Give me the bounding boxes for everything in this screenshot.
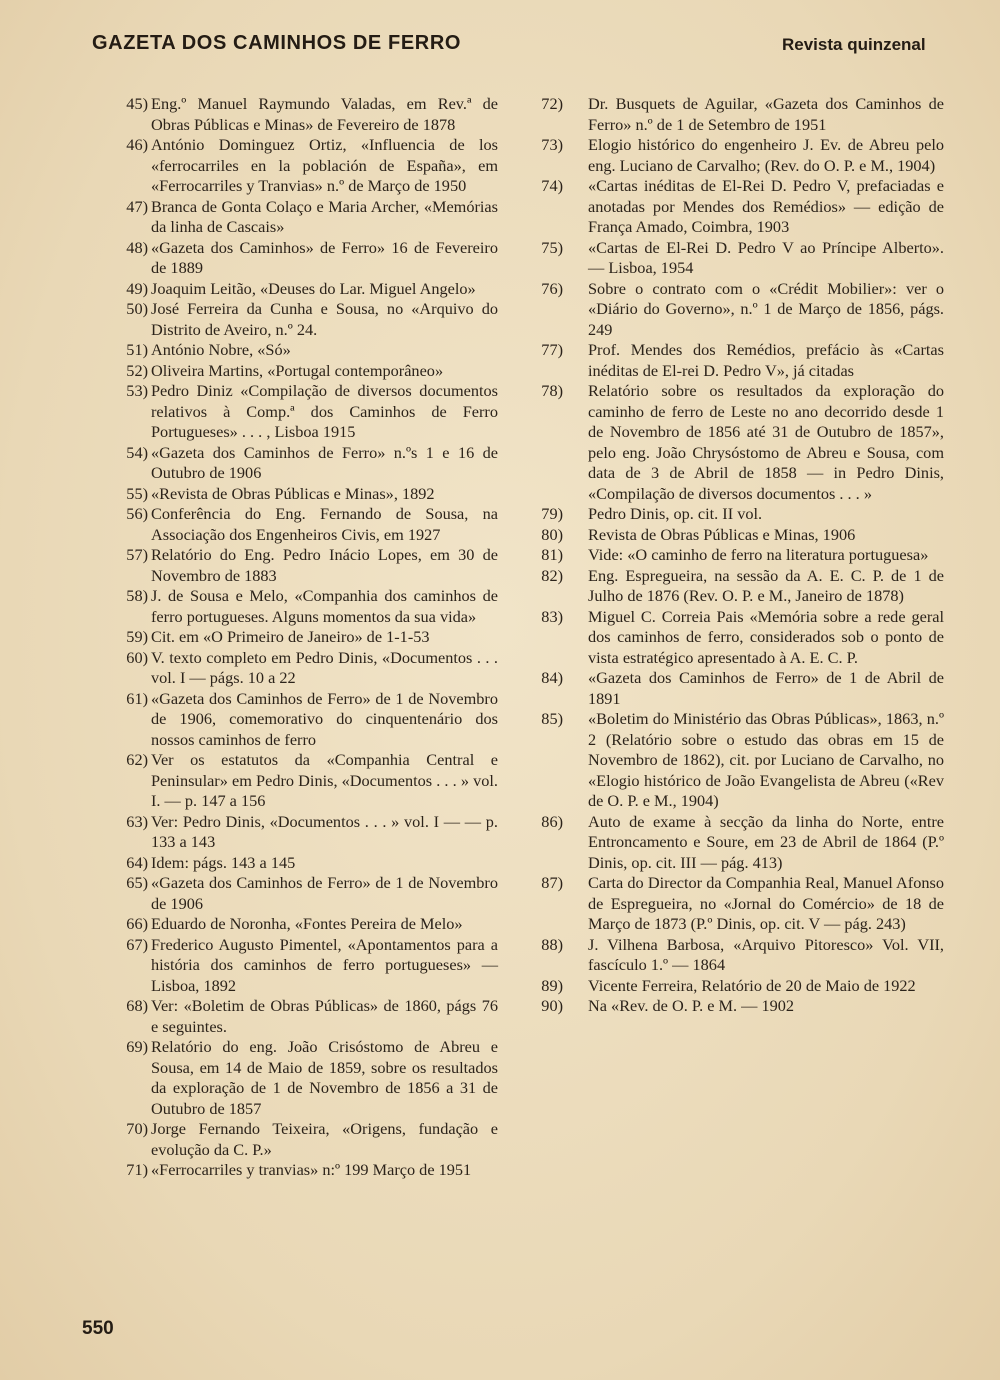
note-text: Dr. Busquets de Aguilar, «Gazeta dos Caminhos de Ferro» n.º de 1 de Setembro de 1951	[588, 94, 944, 134]
note-number: 54)	[126, 442, 148, 462]
note-text: Ver: «Boletim de Obras Públicas» de 1860, págs 76 e seguintes.	[151, 996, 498, 1036]
note-entry	[90, 197, 498, 238]
note-number: 74)	[541, 176, 563, 195]
note-text: Relatório sobre os resultados da exploração do caminho de ferro de Leste no ano decorrido desde 1 de Novembro de 1856 até 31 de Outubro de 1857», pelo eng. João Chrysóstomo de Abreu e Sousa, com data de 3 de Abril de 1858 — in Pedro Dinis, «Compilação de diversos documentos . . . »	[588, 381, 944, 503]
note-text: Eng.º Manuel Raymundo Valadas, em Rev.ª de Obras Públicas e Minas» de Fevereiro de 1878	[151, 94, 498, 134]
note-number: 82)	[541, 565, 563, 585]
note-number: 52)	[126, 360, 148, 380]
note-entry	[526, 176, 944, 238]
note-text: Conferência do Eng. Fernando de Sousa, na Associação dos Engenheiros Civis, em 1927	[151, 504, 498, 544]
note-text: «Gazeta dos Caminhos» de Ferro» 16 de Fevereiro de 1889	[151, 237, 498, 277]
note-entry	[90, 586, 498, 627]
note-entry	[526, 340, 944, 381]
note-entry	[90, 381, 498, 443]
note-text: Auto de exame à secção da linha do Norte, entre Entroncamento e Soure, em 23 de Abril de 1864 (P.º Dinis, op. cit. III — pág. 413)	[588, 811, 944, 872]
note-number: 80)	[541, 524, 563, 544]
note-text: Revista de Obras Públicas e Minas, 1906	[588, 524, 856, 544]
note-number: 47)	[126, 196, 148, 216]
note-entry	[90, 935, 498, 997]
note-number: 85)	[541, 709, 563, 728]
running-header-title: GAZETA DOS CAMINHOS DE FERRO	[92, 32, 462, 54]
note-number: 64)	[126, 852, 148, 872]
note-entry	[526, 238, 944, 279]
note-text: Ver os estatutos da «Companhia Central e Peninsular» em Pedro Dinis, «Documentos . . . » vol. I. — p. 147 a 156	[151, 750, 498, 810]
right-column-notes	[526, 94, 944, 1017]
note-text: «Gazeta dos Caminhos de Ferro» de 1 de Novembro de 1906	[151, 873, 498, 913]
note-number: 45)	[126, 94, 148, 113]
note-entry	[90, 135, 498, 197]
note-entry	[90, 484, 498, 505]
page-number: 550	[82, 1318, 114, 1339]
note-text: Pedro Diniz «Compilação de diversos documentos relativos à Comp.ª dos Caminhos de Ferro Portugueses» . . . , Lisboa 1915	[151, 381, 498, 441]
note-number: 90)	[541, 996, 563, 1015]
note-text: «Cartas inéditas de El-Rei D. Pedro V, prefaciadas e anotadas por Mendes dos Remédios» — edição de França Amado, Coimbra, 1903	[588, 176, 944, 236]
note-text: Pedro Dinis, op. cit. II vol.	[588, 504, 763, 523]
note-number: 67)	[126, 934, 148, 954]
note-entry	[526, 504, 944, 525]
left-column-notes	[90, 94, 498, 1181]
note-entry	[526, 381, 944, 504]
note-number: 57)	[126, 545, 148, 564]
note-number: 58)	[126, 586, 148, 605]
note-number: 53)	[126, 381, 148, 400]
note-text: Elogio histórico do engenheiro J. Ev. de Abreu pelo eng. Luciano de Carvalho; (Rev. do O. P. e M., 1904)	[588, 135, 944, 175]
note-entry	[90, 340, 498, 361]
note-text: António Dominguez Ortiz, «Influencia de los «ferrocarriles en la población de España», em «Ferrocarriles y Tranvias» n.º de Março de 1950	[151, 135, 498, 195]
note-text: Eng. Espregueira, na sessão da A. E. C. P. de 1 de Julho de 1876 (Rev. O. P. e M., Janeiro de 1878)	[588, 565, 944, 605]
note-entry	[90, 648, 498, 689]
note-text: Prof. Mendes dos Remédios, prefácio às «Cartas inéditas de El-rei D. Pedro V», já citadas	[588, 340, 944, 380]
note-entry	[90, 1037, 498, 1119]
note-number: 86)	[541, 811, 563, 831]
note-entry	[90, 504, 498, 545]
note-text: «Gazeta dos Caminhos de Ferro» de 1 de Abril de 1891	[588, 668, 944, 708]
note-text: Cit. em «O Primeiro de Janeiro» de 1-1-53	[151, 627, 430, 646]
note-entry	[526, 935, 944, 976]
note-number: 81)	[541, 545, 563, 564]
note-entry	[90, 361, 498, 382]
note-text: Frederico Augusto Pimentel, «Apontamentos para a história dos caminhos de ferro portugueses» — Lisboa, 1892	[151, 934, 498, 995]
note-number: 65)	[126, 873, 148, 892]
note-text: Jorge Fernando Teixeira, «Origens, fundação e evolução da C. P.»	[151, 1119, 498, 1159]
note-number: 55)	[126, 483, 148, 503]
note-text: Vicente Ferreira, Relatório de 20 de Maio de 1922	[588, 975, 916, 995]
note-number: 63)	[126, 811, 148, 831]
note-text: J. de Sousa e Melo, «Companhia dos caminhos de ferro portugueses. Alguns momentos da sua vida»	[151, 586, 498, 626]
note-entry	[526, 135, 944, 176]
note-entry	[526, 94, 944, 135]
note-number: 59)	[126, 627, 148, 646]
note-entry	[90, 996, 498, 1037]
note-text: Eduardo de Noronha, «Fontes Pereira de Melo»	[151, 914, 463, 933]
note-text: Vide: «O caminho de ferro na literatura portuguesa»	[588, 545, 929, 564]
note-number: 72)	[541, 94, 563, 113]
note-number: 48)	[126, 237, 148, 257]
note-entry	[90, 1119, 498, 1160]
running-header-subtitle: Revista quinzenal	[782, 35, 926, 54]
note-number: 66)	[126, 914, 148, 933]
note-text: «Gazeta dos Caminhos de Ferro» de 1 de Novembro de 1906, comemorativo do cinquentenário dos nossos caminhos de ferro	[151, 688, 498, 749]
note-entry	[90, 689, 498, 751]
note-number: 73)	[541, 135, 563, 154]
note-entry	[526, 566, 944, 607]
note-number: 60)	[126, 647, 148, 667]
note-entry	[90, 279, 498, 300]
note-text: José Ferreira da Cunha e Sousa, no «Arquivo do Distrito de Aveiro, n.º 24.	[151, 299, 498, 339]
note-entry	[526, 279, 944, 341]
note-text: «Gazeta dos Caminhos de Ferro» n.ºs 1 e 16 de Outubro de 1906	[151, 442, 498, 482]
note-text: V. texto completo em Pedro Dinis, «Documentos . . . vol. I — págs. 10 a 22	[151, 647, 498, 687]
note-entry	[90, 853, 498, 874]
note-number: 62)	[126, 750, 148, 769]
note-text: Joaquim Leitão, «Deuses do Lar. Miguel Angelo»	[151, 278, 476, 298]
note-entry	[90, 1160, 498, 1181]
note-number: 56)	[126, 504, 148, 523]
note-entry	[90, 873, 498, 914]
note-entry	[526, 668, 944, 709]
note-entry	[526, 607, 944, 669]
note-number: 75)	[541, 237, 563, 257]
note-entry	[90, 812, 498, 853]
note-text: «Boletim do Ministério das Obras Públicas», 1863, n.º 2 (Relatório sobre o estudo das obras em 15 de Novembro de 1862), cit. por Luciano de Carvalho, no «Elogio histórico de João Evangelista de Abreu («Rev de O. P. e M., 1904)	[588, 709, 944, 810]
note-number: 78)	[541, 381, 563, 400]
note-text: António Nobre, «Só»	[151, 340, 291, 359]
note-number: 61)	[126, 688, 148, 708]
note-number: 71)	[126, 1160, 148, 1179]
note-number: 79)	[541, 504, 563, 523]
note-entry	[90, 545, 498, 586]
note-number: 49)	[126, 278, 148, 298]
note-entry	[90, 299, 498, 340]
note-entry	[526, 545, 944, 566]
note-number: 87)	[541, 873, 563, 892]
note-text: Miguel C. Correia Pais «Memória sobre a rede geral dos caminhos de ferro, considerados sob o ponto de vista estratégico apresentado à A. E. C. P.	[588, 606, 944, 667]
note-text: Branca de Gonta Colaço e Maria Archer, «Memórias da linha de Cascais»	[151, 196, 498, 236]
note-text: «Revista de Obras Públicas e Minas», 1892	[151, 483, 435, 503]
note-entry	[526, 873, 944, 935]
note-text: Relatório do Eng. Pedro Inácio Lopes, em 30 de Novembro de 1883	[151, 545, 498, 585]
note-number: 88)	[541, 934, 563, 954]
note-text: Ver: Pedro Dinis, «Documentos . . . » vol. I — — p. 133 a 143	[151, 811, 498, 851]
note-entry	[526, 812, 944, 874]
note-text: Na «Rev. de O. P. e M. — 1902	[588, 996, 795, 1015]
note-entry	[526, 709, 944, 812]
note-text: Relatório do eng. João Crisóstomo de Abreu e Sousa, em 14 de Maio de 1859, sobre os resultados da exploração de 1 de Novembro de 1856 a 31 de Outubro de 1857	[151, 1037, 498, 1118]
note-entry	[526, 976, 944, 997]
note-text: «Ferrocarriles y tranvias» n:º 199 Março de 1951	[151, 1160, 472, 1179]
note-number: 69)	[126, 1037, 148, 1056]
note-text: Idem: págs. 143 a 145	[151, 852, 296, 872]
note-number: 84)	[541, 668, 563, 687]
note-entry	[90, 750, 498, 812]
note-number: 77)	[541, 340, 563, 359]
note-entry	[90, 94, 498, 135]
note-number: 70)	[126, 1119, 148, 1138]
note-entry	[90, 443, 498, 484]
note-entry	[526, 996, 944, 1017]
note-entry	[90, 238, 498, 279]
note-number: 51)	[126, 340, 148, 359]
note-text: Sobre o contrato com o «Crédit Mobilier»: ver o «Diário do Governo», n.º 1 de Março de 1856, págs. 249	[588, 278, 944, 339]
note-number: 89)	[541, 975, 563, 995]
note-number: 50)	[126, 299, 148, 318]
note-text: Oliveira Martins, «Portugal contemporâneo»	[151, 360, 444, 380]
note-number: 68)	[126, 996, 148, 1015]
note-number: 46)	[126, 135, 148, 154]
note-text: Carta do Director da Companhia Real, Manuel Afonso de Espregueira, no «Jornal do Comércio» de 18 de Março de 1873 (P.º Dinis, op. cit. V — pág. 243)	[588, 873, 944, 933]
note-entry	[526, 525, 944, 546]
note-entry	[90, 627, 498, 648]
note-number: 83)	[541, 606, 563, 626]
note-number: 76)	[541, 278, 563, 298]
note-entry	[90, 914, 498, 935]
note-text: J. Vilhena Barbosa, «Arquivo Pitoresco» Vol. VII, fascículo 1.º — 1864	[588, 934, 944, 974]
note-text: «Cartas de El-Rei D. Pedro V ao Príncipe Alberto». — Lisboa, 1954	[588, 237, 944, 277]
